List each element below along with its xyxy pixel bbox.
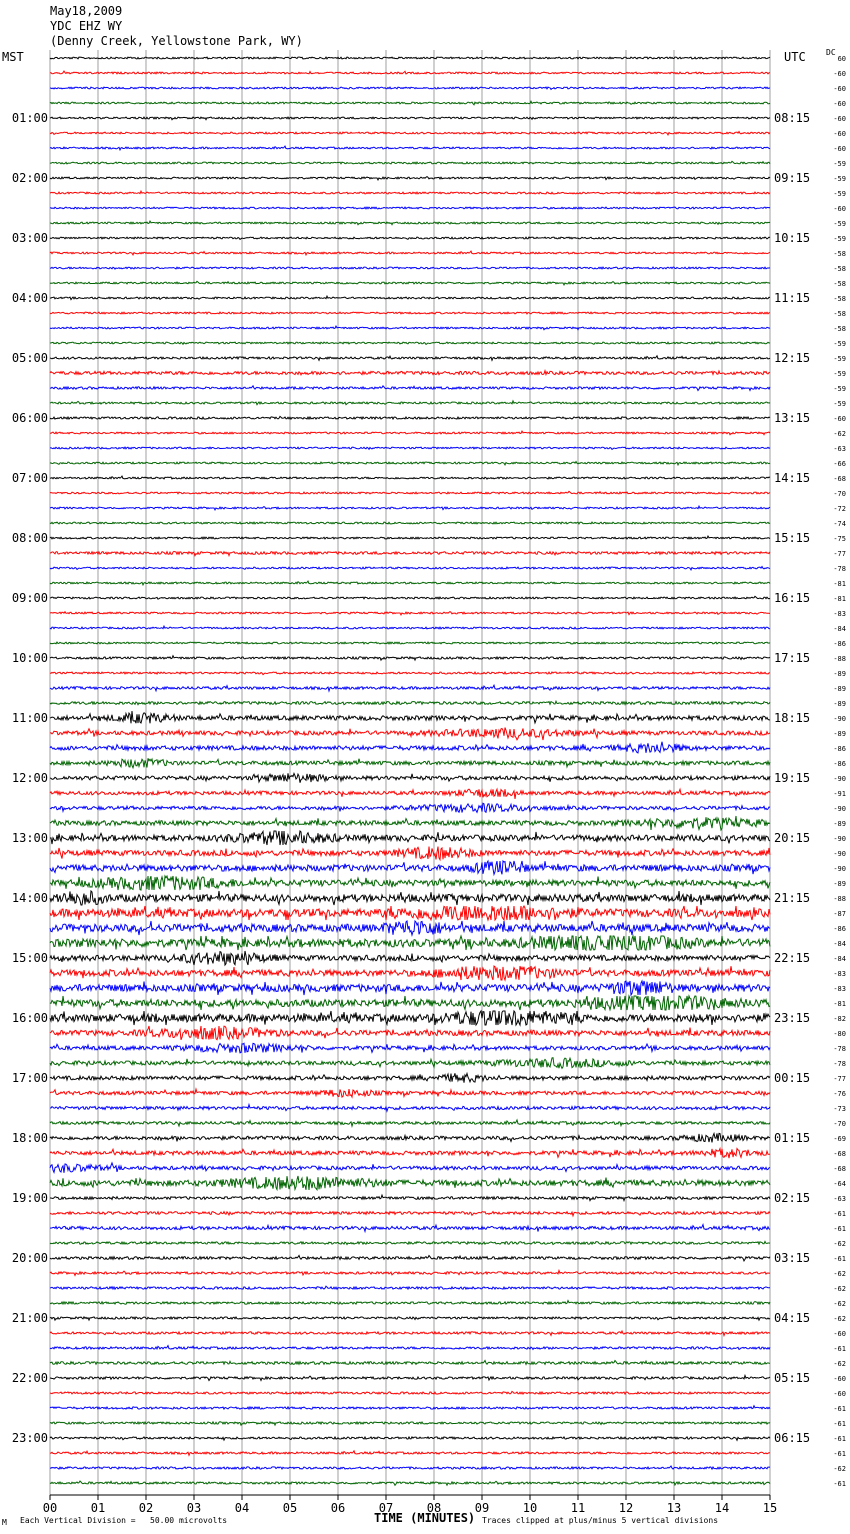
- dc-offset-label: -83: [833, 985, 846, 993]
- clip-note: Traces clipped at plus/minus 5 vertical divisions: [482, 1516, 719, 1525]
- dc-offset-label: -64: [833, 1180, 846, 1188]
- x-tick-label: 02: [138, 1501, 154, 1515]
- dc-offset-label: -90: [833, 850, 846, 858]
- x-tick-label: 04: [234, 1501, 250, 1515]
- dc-offset-label: -89: [833, 880, 846, 888]
- trace-15: [50, 267, 770, 269]
- right-hour-label: 16:15: [774, 591, 811, 605]
- dc-offset-label: -74: [833, 520, 846, 528]
- trace-77: [50, 1195, 770, 1201]
- left-hour-label: 14:00: [11, 891, 48, 905]
- trace-79: [50, 1225, 770, 1232]
- trace-10: [50, 191, 770, 194]
- trace-66: [50, 1026, 770, 1040]
- left-hour-label: 17:00: [11, 1071, 48, 1085]
- dc-offset-label: -80: [833, 1030, 846, 1038]
- dc-offset-label: -60: [833, 70, 846, 78]
- scale-note: Each Vertical Division = 50.00 microvolts: [20, 1516, 228, 1525]
- left-hour-label: 04:00: [11, 291, 48, 305]
- dc-offset-label: -61: [833, 1450, 846, 1458]
- dc-offset-label: -89: [833, 820, 846, 828]
- trace-7: [50, 146, 770, 150]
- trace-38: [50, 612, 770, 615]
- trace-18: [50, 312, 770, 314]
- trace-47: [50, 742, 770, 753]
- dc-offset-label: -63: [833, 445, 846, 453]
- trace-36: [50, 581, 770, 585]
- dc-offset-label: -60: [833, 1390, 846, 1398]
- right-hour-label: 20:15: [774, 831, 811, 845]
- dc-offset-label: -73: [833, 1105, 846, 1113]
- trace-4: [50, 101, 770, 105]
- trace-21: [50, 356, 770, 361]
- left-hour-label: 05:00: [11, 351, 48, 365]
- right-hour-label: 08:15: [774, 111, 811, 125]
- trace-52: [50, 816, 770, 830]
- dc-offset-label: -60: [833, 85, 846, 93]
- trace-40: [50, 642, 770, 644]
- trace-54: [50, 847, 770, 860]
- dc-offset-label: -81: [833, 595, 846, 603]
- dc-offset-label: -86: [833, 760, 846, 768]
- corner-mark: M: [2, 1518, 7, 1527]
- right-hour-label: 17:15: [774, 651, 811, 665]
- left-hour-label: 07:00: [11, 471, 48, 485]
- dc-offset-label: -90: [833, 775, 846, 783]
- dc-offset-label: -82: [833, 1015, 846, 1023]
- trace-16: [50, 281, 770, 285]
- trace-27: [50, 447, 770, 449]
- dc-offset-label: -59: [833, 400, 846, 408]
- trace-59: [50, 921, 770, 935]
- dc-offset-label: -77: [833, 1075, 846, 1083]
- left-hour-label: 09:00: [11, 591, 48, 605]
- x-tick-label: 09: [474, 1501, 490, 1515]
- right-hour-label: 04:15: [774, 1311, 811, 1325]
- trace-95: [50, 1466, 770, 1469]
- dc-offset-label: -70: [833, 1120, 846, 1128]
- trace-84: [50, 1301, 770, 1305]
- dc-offset-label: -59: [833, 385, 846, 393]
- dc-offset-label: -61: [833, 1225, 846, 1233]
- trace-46: [50, 728, 770, 740]
- trace-33: [50, 536, 770, 539]
- trace-96: [50, 1481, 770, 1485]
- left-hour-label: 13:00: [11, 831, 48, 845]
- trace-34: [50, 551, 770, 555]
- left-hour-label: 21:00: [11, 1311, 48, 1325]
- dc-offset-label: -78: [833, 1045, 846, 1053]
- dc-offset-label: -61: [833, 1405, 846, 1413]
- right-hour-label: 03:15: [774, 1251, 811, 1265]
- right-hour-label: 13:15: [774, 411, 811, 425]
- x-tick-label: 13: [666, 1501, 682, 1515]
- trace-23: [50, 386, 770, 391]
- right-hour-label: 00:15: [774, 1071, 811, 1085]
- dc-offset-label: -58: [833, 265, 846, 273]
- trace-2: [50, 71, 770, 74]
- trace-25: [50, 416, 770, 419]
- left-hour-label: 19:00: [11, 1191, 48, 1205]
- trace-13: [50, 237, 770, 239]
- dc-offset-label: -62: [833, 1240, 846, 1248]
- dc-offset-label: -59: [833, 175, 846, 183]
- trace-57: [50, 891, 770, 905]
- dc-offset-label: -59: [833, 370, 846, 378]
- trace-39: [50, 626, 770, 629]
- trace-50: [50, 789, 770, 799]
- x-tick-label: 07: [378, 1501, 394, 1515]
- trace-24: [50, 401, 770, 405]
- x-tick-label: 06: [330, 1501, 346, 1515]
- station-code: YDC EHZ WY: [50, 19, 123, 33]
- dc-offset-label: -86: [833, 640, 846, 648]
- dc-offset-label: -61: [833, 1210, 846, 1218]
- dc-offset-label: -61: [833, 1255, 846, 1263]
- trace-44: [50, 701, 770, 705]
- trace-53: [50, 831, 770, 845]
- dc-offset-label: -89: [833, 700, 846, 708]
- trace-51: [50, 803, 770, 812]
- left-hour-label: 08:00: [11, 531, 48, 545]
- right-hour-label: 06:15: [774, 1431, 811, 1445]
- left-hour-label: 12:00: [11, 771, 48, 785]
- dc-offset-label: -58: [833, 325, 846, 333]
- dc-offset-label: -68: [833, 1165, 846, 1173]
- trace-35: [50, 567, 770, 570]
- right-hour-label: 14:15: [774, 471, 811, 485]
- trace-61: [50, 951, 770, 965]
- trace-5: [50, 117, 770, 120]
- trace-68: [50, 1058, 770, 1069]
- trace-14: [50, 251, 770, 255]
- trace-76: [50, 1176, 770, 1190]
- trace-78: [50, 1212, 770, 1216]
- dc-offset-label: -58: [833, 295, 846, 303]
- x-tick-label: 11: [570, 1501, 586, 1515]
- dc-offset-label: -77: [833, 550, 846, 558]
- left-hour-label: 20:00: [11, 1251, 48, 1265]
- trace-55: [50, 861, 770, 874]
- x-tick-label: 14: [714, 1501, 730, 1515]
- trace-93: [50, 1437, 770, 1440]
- left-hour-label: 18:00: [11, 1131, 48, 1145]
- dc-offset-label: -88: [833, 895, 846, 903]
- dc-offset-label: -68: [833, 475, 846, 483]
- dc-offset-label: -78: [833, 565, 846, 573]
- dc-offset-label: -78: [833, 1060, 846, 1068]
- dc-offset-label: -86: [833, 745, 846, 753]
- trace-74: [50, 1149, 770, 1159]
- dc-offset-label: -59: [833, 235, 846, 243]
- dc-offset-label: -59: [833, 340, 846, 348]
- dc-offset-label: -62: [833, 1315, 846, 1323]
- trace-9: [50, 177, 770, 180]
- dc-offset-label: -62: [833, 1465, 846, 1473]
- left-hour-label: 02:00: [11, 171, 48, 185]
- dc-offset-label: -59: [833, 355, 846, 363]
- dc-offset-label: -72: [833, 505, 846, 513]
- left-timezone-label: MST: [2, 50, 24, 64]
- dc-offset-label: -60: [833, 130, 846, 138]
- trace-17: [50, 296, 770, 300]
- trace-6: [50, 132, 770, 135]
- dc-offset-label: -84: [833, 625, 846, 633]
- dc-offset-label: -76: [833, 1090, 846, 1098]
- dc-offset-label: -61: [833, 1345, 846, 1353]
- trace-71: [50, 1105, 770, 1112]
- trace-83: [50, 1286, 770, 1289]
- trace-65: [50, 1011, 770, 1025]
- right-timezone-label: UTC: [784, 50, 806, 64]
- dc-offset-label: -68: [833, 1150, 846, 1158]
- trace-63: [50, 981, 770, 995]
- trace-82: [50, 1271, 770, 1276]
- dc-offset-label: -62: [833, 1270, 846, 1278]
- trace-37: [50, 596, 770, 599]
- x-tick-label: 15: [762, 1501, 778, 1515]
- dc-offset-label: -75: [833, 535, 846, 543]
- trace-43: [50, 685, 770, 691]
- dc-offset-label: -62: [833, 1285, 846, 1293]
- trace-56: [50, 876, 770, 890]
- trace-73: [50, 1133, 770, 1142]
- dc-offset-label: -84: [833, 955, 846, 963]
- trace-30: [50, 491, 770, 494]
- dc-offset-label: -60: [833, 115, 846, 123]
- dc-offset-label: -66: [833, 460, 846, 468]
- right-hour-label: 02:15: [774, 1191, 811, 1205]
- dc-offset-label: -91: [833, 790, 846, 798]
- dc-offset-label: -60: [833, 415, 846, 423]
- trace-20: [50, 342, 770, 344]
- dc-offset-label: -61: [833, 1435, 846, 1443]
- dc-offset-label: -62: [833, 1360, 846, 1368]
- dc-offset-label: -81: [833, 580, 846, 588]
- x-tick-label: 00: [42, 1501, 58, 1515]
- left-hour-label: 23:00: [11, 1431, 48, 1445]
- dc-offset-labels: [833, 55, 846, 1488]
- dc-offset-label: -89: [833, 685, 846, 693]
- trace-22: [50, 371, 770, 375]
- right-hour-label: 21:15: [774, 891, 811, 905]
- trace-87: [50, 1346, 770, 1350]
- dc-offset-label: -59: [833, 220, 846, 228]
- trace-60: [50, 936, 770, 950]
- right-hour-label: 19:15: [774, 771, 811, 785]
- right-hour-label: 15:15: [774, 531, 811, 545]
- dc-offset-label: -62: [833, 1300, 846, 1308]
- right-hour-labels: [774, 111, 810, 1445]
- right-hour-label: 11:15: [774, 291, 811, 305]
- trace-70: [50, 1089, 770, 1097]
- dc-offset-label: -89: [833, 730, 846, 738]
- right-hour-label: 01:15: [774, 1131, 811, 1145]
- station-location: (Denny Creek, Yellowstone Park, WY): [50, 34, 303, 48]
- x-tick-label: 12: [618, 1501, 634, 1515]
- left-hour-label: 06:00: [11, 411, 48, 425]
- dc-offset-label: -60: [833, 1330, 846, 1338]
- dc-offset-label: -59: [833, 190, 846, 198]
- dc-offset-label: -69: [833, 1135, 846, 1143]
- left-hour-label: 03:00: [11, 231, 48, 245]
- right-hour-label: 23:15: [774, 1011, 811, 1025]
- trace-72: [50, 1120, 770, 1126]
- trace-1: [50, 57, 770, 59]
- trace-31: [50, 506, 770, 510]
- right-hour-label: 05:15: [774, 1371, 811, 1385]
- right-hour-label: 12:15: [774, 351, 811, 365]
- left-hour-label: 01:00: [11, 111, 48, 125]
- dc-offset-label: -58: [833, 280, 846, 288]
- trace-94: [50, 1451, 770, 1456]
- dc-offset-label: -63: [833, 1195, 846, 1203]
- x-tick-label: 01: [90, 1501, 106, 1515]
- dc-offset-label: -87: [833, 910, 846, 918]
- seismogram-traces: [50, 57, 770, 1485]
- chart-date: May18,2009: [50, 4, 123, 18]
- dc-offset-label: -59: [833, 160, 846, 168]
- trace-88: [50, 1361, 770, 1365]
- trace-80: [50, 1241, 770, 1244]
- right-hour-label: 09:15: [774, 171, 811, 185]
- x-axis-label: TIME (MINUTES): [374, 1511, 476, 1525]
- left-hour-label: 16:00: [11, 1011, 48, 1025]
- dc-offset-label: -81: [833, 1000, 846, 1008]
- x-tick-label: 05: [282, 1501, 298, 1515]
- right-hour-label: 10:15: [774, 231, 811, 245]
- trace-12: [50, 221, 770, 225]
- trace-89: [50, 1376, 770, 1381]
- dc-offset-label: -90: [833, 865, 846, 873]
- dc-offset-label: -60: [833, 145, 846, 153]
- dc-offset-label: -58: [833, 310, 846, 318]
- left-hour-label: 11:00: [11, 711, 48, 725]
- x-tick-label: 10: [522, 1501, 538, 1515]
- dc-offset-label: -70: [833, 490, 846, 498]
- dc-offset-label: -62: [833, 430, 846, 438]
- dc-offset-label: -83: [833, 970, 846, 978]
- dc-offset-label: -83: [833, 610, 846, 618]
- trace-8: [50, 161, 770, 164]
- trace-64: [50, 996, 770, 1010]
- trace-85: [50, 1317, 770, 1320]
- trace-11: [50, 207, 770, 209]
- right-hour-label: 18:15: [774, 711, 811, 725]
- trace-81: [50, 1256, 770, 1261]
- dc-offset-label: -60: [833, 100, 846, 108]
- dc-offset-label: -90: [833, 715, 846, 723]
- dc-offset-label: -89: [833, 670, 846, 678]
- trace-48: [50, 758, 770, 768]
- dc-offset-label: 60: [837, 55, 846, 63]
- trace-91: [50, 1406, 770, 1409]
- dc-offset-label: -60: [833, 205, 846, 213]
- trace-19: [50, 326, 770, 330]
- dc-offset-label: -90: [833, 805, 846, 813]
- dc-offset-label: -90: [833, 835, 846, 843]
- left-hour-label: 10:00: [11, 651, 48, 665]
- trace-32: [50, 522, 770, 524]
- trace-26: [50, 431, 770, 435]
- trace-90: [50, 1391, 770, 1394]
- trace-67: [50, 1043, 770, 1053]
- trace-92: [50, 1422, 770, 1425]
- x-tick-label: 03: [186, 1501, 202, 1515]
- trace-49: [50, 773, 770, 782]
- trace-28: [50, 462, 770, 465]
- dc-offset-label: -60: [833, 1375, 846, 1383]
- trace-42: [50, 672, 770, 675]
- x-tick-label: 08: [426, 1501, 442, 1515]
- dc-offset-label: -86: [833, 925, 846, 933]
- trace-29: [50, 476, 770, 479]
- trace-86: [50, 1331, 770, 1336]
- right-hour-label: 22:15: [774, 951, 811, 965]
- dc-offset-header: DC: [826, 48, 836, 57]
- dc-offset-label: -88: [833, 655, 846, 663]
- trace-41: [50, 656, 770, 660]
- trace-75: [50, 1163, 770, 1173]
- left-hour-label: 22:00: [11, 1371, 48, 1385]
- trace-3: [50, 87, 770, 89]
- trace-58: [50, 906, 770, 920]
- left-hour-label: 15:00: [11, 951, 48, 965]
- dc-offset-label: -58: [833, 250, 846, 258]
- dc-offset-label: -84: [833, 940, 846, 948]
- trace-69: [50, 1073, 770, 1082]
- trace-45: [50, 711, 770, 723]
- left-hour-labels: [12, 111, 48, 1445]
- dc-offset-label: -61: [833, 1480, 846, 1488]
- dc-offset-label: -61: [833, 1420, 846, 1428]
- plot-grid: [50, 50, 770, 1495]
- trace-62: [50, 966, 770, 980]
